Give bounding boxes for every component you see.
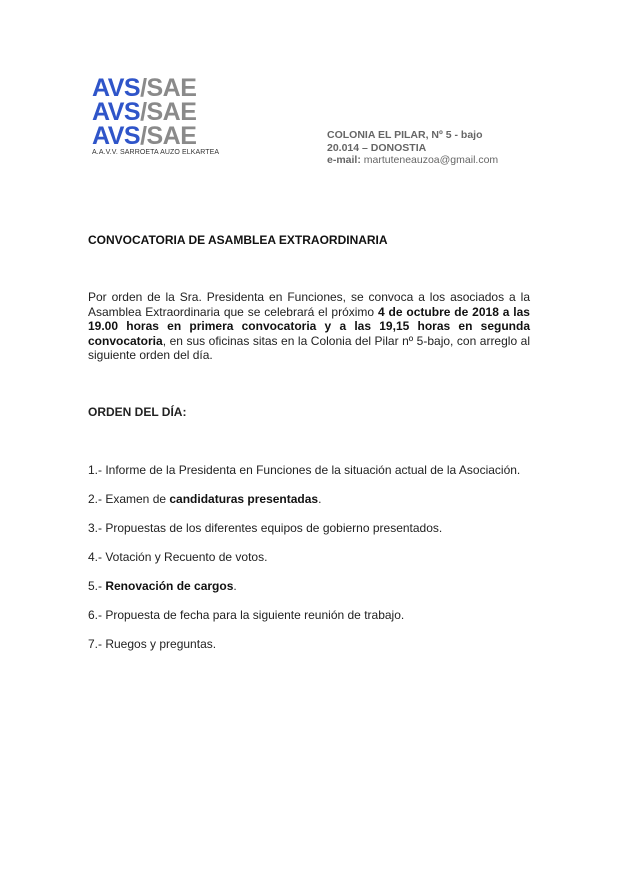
association-logo bbox=[92, 76, 222, 156]
agenda-heading: ORDEN DEL DÍA: bbox=[88, 405, 187, 419]
email-address: martuteneauzoa@gmail.com bbox=[363, 154, 499, 166]
email-label: e-mail: bbox=[327, 154, 361, 166]
agenda-list bbox=[88, 463, 530, 666]
address-block bbox=[327, 129, 498, 167]
agenda-item-2: 2.- Examen de candidaturas presentadas. bbox=[88, 492, 322, 506]
agenda-item-7: 7.- Ruegos y preguntas. bbox=[88, 637, 217, 651]
address-line-1: COLONIA EL PILAR, Nº 5 - bajo bbox=[327, 129, 483, 141]
logo-line-3: AVS/SAE bbox=[92, 122, 197, 150]
address-line-2: 20.014 – DONOSTIA bbox=[327, 141, 427, 154]
logo-caption: A.A.V.V. SARROETA AUZO ELKARTEA bbox=[92, 149, 220, 156]
logo-line-2: AVS/SAE bbox=[92, 98, 197, 126]
agenda-item-1: 1.- Informe de la Presidenta en Funciones de la situación actual de la Asociación. bbox=[88, 463, 521, 477]
agenda-item-4: 4.- Votación y Recuento de votos. bbox=[88, 550, 268, 564]
agenda-item-3: 3.- Propuestas de los diferentes equipos de gobierno presentados. bbox=[88, 521, 443, 535]
meeting-date-time: 4 de octubre de 2018 a las 19.00 horas en primera convocatoria y a las 19,15 horas en segunda convocatoria bbox=[88, 304, 530, 348]
agenda-item-5: 5.- Renovación de cargos. bbox=[88, 579, 237, 593]
email-line bbox=[327, 154, 498, 167]
document-title: CONVOCATORIA DE ASAMBLEA EXTRAORDINARIA bbox=[88, 233, 388, 247]
agenda-item-6: 6.- Propuesta de fecha para la siguiente reunión de trabajo. bbox=[88, 608, 405, 622]
logo-line-1: AVS/SAE bbox=[92, 74, 197, 102]
intro-paragraph: Por orden de la Sra. Presidenta en Funciones, se convoca a los asociados a la Asamblea Extraordinaria que se celebrará el próximo 4 de octubre de 2018 a las 19.00 horas en primera convocatoria y a las 19,15 horas en segunda convocatoria, en sus oficinas sitas en la Colonia del Pilar nº 5-bajo, con arreglo al siguiente orden del día. bbox=[88, 290, 530, 362]
